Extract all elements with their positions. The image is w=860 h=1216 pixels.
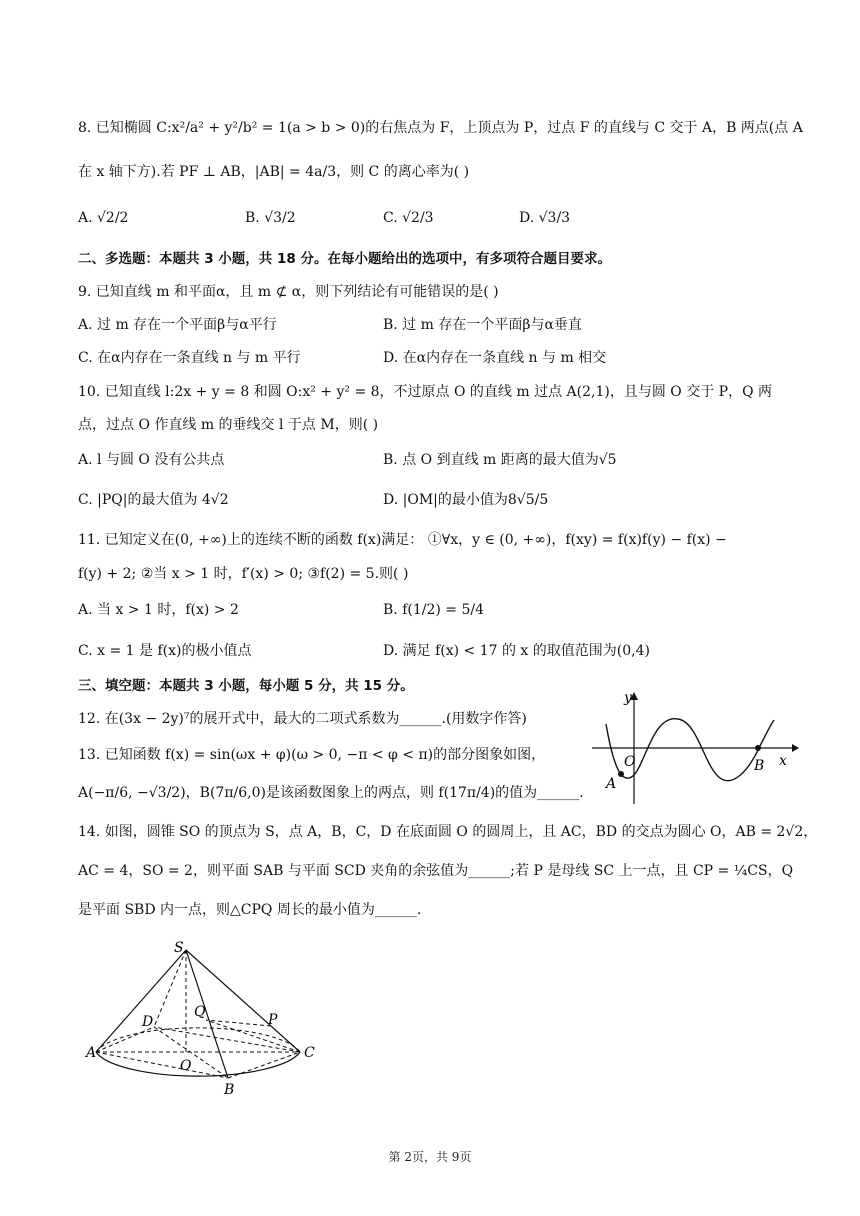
q13-line1: 13. 已知函数 f(x) = sin(ωx + φ)(ω > 0, −π < φ < π)的部分图象如图， — [78, 747, 546, 763]
q11-line1: 11. 已知定义在(0, +∞)上的连续不断的函数 f(x)满足： ①∀x，y ∈ (0, +∞)，f(xy) = f(x)f(y) − f(x) − — [78, 532, 727, 548]
section-2-heading: 二、多选题：本题共 3 小题，共 18 分。在每小题给出的选项中，有多项符合题目要求。 — [78, 251, 611, 267]
q10-line2: 点，过点 O 作直线 m 的垂线交 l 于点 M，则( ) — [78, 417, 379, 433]
q11-line2: f(y) + 2; ②当 x > 1 时，f′(x) > 0; ③f(2) = 5.则( ) — [78, 566, 409, 582]
cone-base-back-arc — [96, 1028, 300, 1052]
cone-label-p: P — [268, 1012, 278, 1028]
graph-x-arrow — [792, 744, 799, 752]
q11-option-a: A. 当 x > 1 时，f(x) > 2 — [78, 602, 239, 618]
q8-line2: 在 x 轴下方).若 PF ⊥ AB，|AB| = 4a/3，则 C 的离心率为( ) — [78, 164, 470, 180]
q9-option-a: A. 过 m 存在一个平面β与α平行 — [78, 317, 277, 333]
cone-segment-pq — [206, 1020, 271, 1026]
cone-label-s: S — [174, 940, 184, 956]
q10-option-a: A. l 与圆 O 没有公共点 — [78, 452, 225, 468]
q10-option-b: B. 点 O 到直线 m 距离的最大值为√5 — [383, 452, 617, 468]
q12-stem: 12. 在(3x − 2y)⁷的展开式中，最大的二项式系数为______.(用数字作答) — [78, 711, 527, 727]
q8-option-a: A. √2/2 — [78, 210, 129, 226]
graph-label-b: B — [754, 758, 765, 774]
cone-label-q: Q — [194, 1004, 206, 1020]
page-footer: 第 2页，共 9页 — [388, 1150, 472, 1164]
q8-option-b: B. √3/2 — [245, 210, 296, 226]
cone-label-a: A — [86, 1045, 97, 1061]
q9-option-d: D. 在α内存在一条直线 n 与 m 相交 — [383, 350, 607, 366]
graph-label-o: O — [624, 754, 636, 770]
q8-option-c: C. √2/3 — [383, 210, 434, 226]
q9-option-c: C. 在α内存在一条直线 n 与 m 平行 — [78, 350, 301, 366]
q13-line2: A(−π/6, −√3/2)，B(7π/6,0)是该函数图象上的两点，则 f(17π/4)的值为______. — [78, 785, 584, 801]
q14-line2: AC = 4，SO = 2，则平面 SAB 与平面 SCD 夹角的余弦值为______;若 P 是母线 SC 上一点，且 CP = ¼CS，Q — [78, 863, 794, 879]
q10-option-c: C. |PQ|的最大值为 4√2 — [78, 492, 229, 508]
graph-point-a — [618, 771, 624, 777]
cone-chord-ad — [96, 1027, 154, 1052]
q9-option-b: B. 过 m 存在一个平面β与α垂直 — [383, 317, 582, 333]
graph-point-b — [755, 745, 761, 751]
q10-option-d: D. |OM|的最小值为8√5/5 — [383, 492, 549, 508]
cone-chord-cd — [154, 1027, 300, 1052]
q11-option-b: B. f(1/2) = 5/4 — [383, 602, 484, 618]
cone-edge-sd — [154, 950, 186, 1027]
graph-label-x: x — [779, 753, 787, 769]
graph-label-a: A — [606, 776, 617, 792]
cone-edge-sa — [96, 950, 186, 1052]
cone-figure — [78, 932, 318, 1098]
q11-option-c: C. x = 1 是 f(x)的极小值点 — [78, 643, 252, 659]
q11-option-d: D. 满足 f(x) < 17 的 x 的取值范围为(0,4) — [383, 643, 650, 659]
cone-label-c: C — [304, 1045, 315, 1061]
q14-line1: 14. 如图，圆锥 SO 的顶点为 S，点 A，B，C，D 在底面圆 O 的圆周上，且 AC，BD 的交点为圆心 O，AB = 2√2， — [78, 824, 818, 840]
graph-label-y: y — [624, 690, 632, 706]
sine-graph-figure — [586, 686, 800, 808]
cone-segment-cq — [206, 1020, 300, 1052]
q14-line3: 是平面 SBD 内一点，则△CPQ 周长的最小值为______. — [78, 902, 422, 918]
q10-line1: 10. 已知直线 l:2x + y = 8 和圆 O:x² + y² = 8，不过原点 O 的直线 m 过点 A(2,1)，且与圆 O 交于 P，Q 两 — [78, 384, 773, 400]
graph-sine-curve — [606, 719, 774, 781]
section-3-heading: 三、填空题：本题共 3 小题，每小题 5 分，共 15 分。 — [78, 678, 414, 694]
q8-option-d: D. √3/3 — [519, 210, 571, 226]
cone-base-front-arc — [96, 1052, 300, 1076]
cone-label-b: B — [224, 1082, 235, 1098]
q8-line1: 8. 已知椭圆 C:x²/a² + y²/b² = 1(a > b > 0)的右焦点为 F，上顶点为 P，过点 F 的直线与 C 交于 A，B 两点(点 A — [78, 120, 803, 136]
cone-label-o: O — [180, 1058, 192, 1074]
q9-stem: 9. 已知直线 m 和平面α，且 m ⊄ α，则下列结论有可能错误的是( ) — [78, 284, 499, 300]
cone-label-d: D — [142, 1014, 154, 1030]
